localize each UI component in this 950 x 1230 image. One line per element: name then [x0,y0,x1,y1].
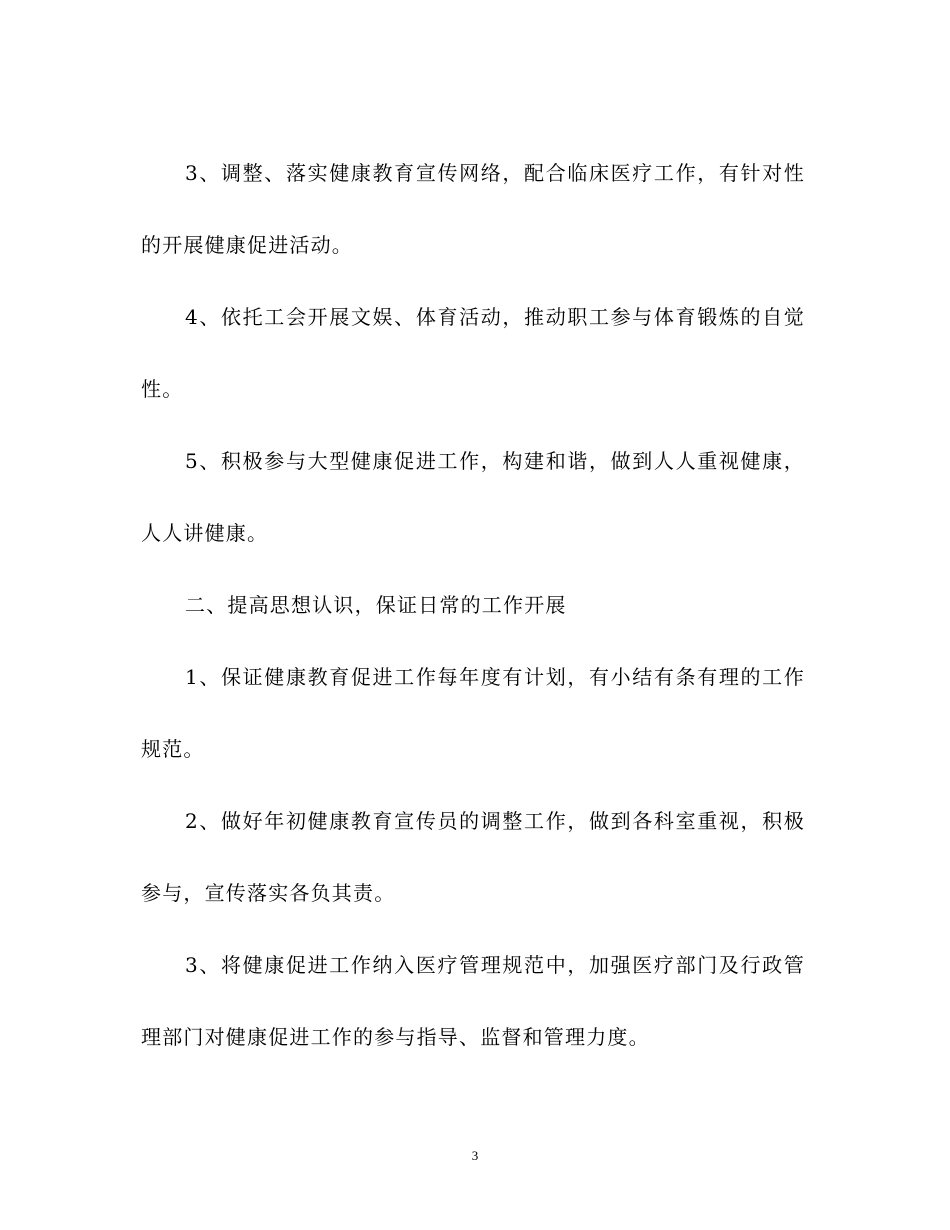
page-number: 3 [471,1148,479,1163]
paragraph-item-1-annual-plan: 1、保证健康教育促进工作每年度有计划，有小结有条有理的工作规范。 [141,665,805,761]
paragraph-item-3-management: 3、将健康促进工作纳入医疗管理规范中，加强医疗部门及行政管理部门对健康促进工作的参与指导、监督和管理力度。 [141,953,805,1049]
paragraph-item-2-staff-adjustment: 2、做好年初健康教育宣传员的调整工作，做到各科室重视，积极参与，宣传落实各负其责。 [141,809,805,905]
document-body [141,137,805,1073]
paragraph-item-3-network: 3、调整、落实健康教育宣传网络，配合临床医疗工作，有针对性的开展健康促进活动。 [141,161,805,257]
section-heading-two: 二、提高思想认识，保证日常的工作开展 [185,593,567,617]
paragraph-item-5-health-promotion: 5、积极参与大型健康促进工作，构建和谐，做到人人重视健康，人人讲健康。 [141,449,805,545]
paragraph-item-4-union-activities: 4、依托工会开展文娱、体育活动，推动职工参与体育锻炼的自觉性。 [141,305,805,401]
